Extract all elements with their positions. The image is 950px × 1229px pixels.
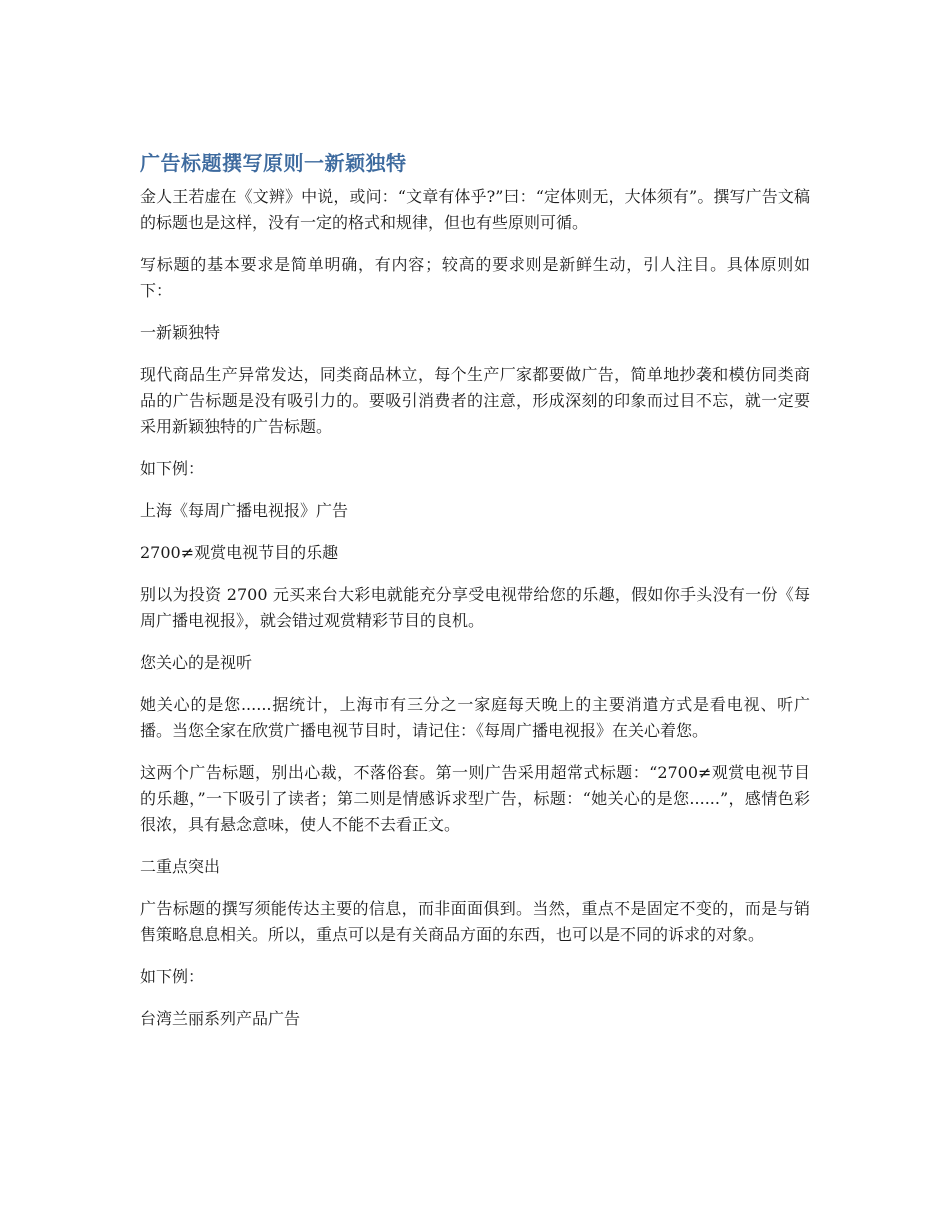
paragraph: 现代商品生产异常发达，同类商品林立，每个生产厂家都要做广告，简单地抄袭和模仿同类商品的广告标题是没有吸引力的。要吸引消费者的注意，形成深刻的印象而过目不忘，就一定要采用新颖独特的广告标题。 xyxy=(140,365,810,436)
section-heading: 一新颖独特 xyxy=(140,323,221,342)
paragraph: 广告标题的撰写须能传达主要的信息，而非面面俱到。当然，重点不是固定不变的，而是与销售策略息息相关。所以，重点可以是有关商品方面的东西，也可以是不同的诉求的对象。 xyxy=(140,899,810,944)
paragraph: 金人王若虚在《文辨》中说，或问：“文章有体乎?”曰：“定体则无，大体须有”。撰写广告文稿的标题也是这样，没有一定的格式和规律，但也有些原则可循。 xyxy=(140,187,810,232)
paragraph: 写标题的基本要求是简单明确，有内容；较高的要求则是新鲜生动，引人注目。具体原则如下： xyxy=(140,255,810,300)
paragraph: 上海《每周广播电视报》广告 xyxy=(140,501,349,520)
paragraph: 台湾兰丽系列产品广告 xyxy=(140,1009,301,1028)
paragraph: 如下例： xyxy=(140,459,205,478)
document-page xyxy=(140,148,810,1048)
paragraph: 她关心的是您......据统计，上海市有三分之一家庭每天晚上的主要消遣方式是看电视、听广播。当您全家在欣赏广播电视节目时，请记住：《每周广播电视报》在关心着您。 xyxy=(140,695,810,740)
paragraph: 2700≠观赏电视节目的乐趣 xyxy=(140,543,339,562)
paragraph: 您关心的是视听 xyxy=(140,653,253,672)
section-heading: 二重点突出 xyxy=(140,857,221,876)
paragraph: 这两个广告标题，别出心裁，不落俗套。第一则广告采用超常式标题：“2700≠观赏电视节目的乐趣，”一下吸引了读者；第二则是情感诉求型广告，标题：“她关心的是您......”，感情色彩很浓，具有悬念意味，使人不能不去看正文。 xyxy=(140,763,810,834)
paragraph: 如下例： xyxy=(140,967,205,986)
document-title: 广告标题撰写原则一新颖独特 xyxy=(140,151,407,175)
paragraph: 别以为投资 2700 元买来台大彩电就能充分享受电视带给您的乐趣，假如你手头没有一份《每周广播电视报》，就会错过观赏精彩节目的良机。 xyxy=(140,585,810,630)
